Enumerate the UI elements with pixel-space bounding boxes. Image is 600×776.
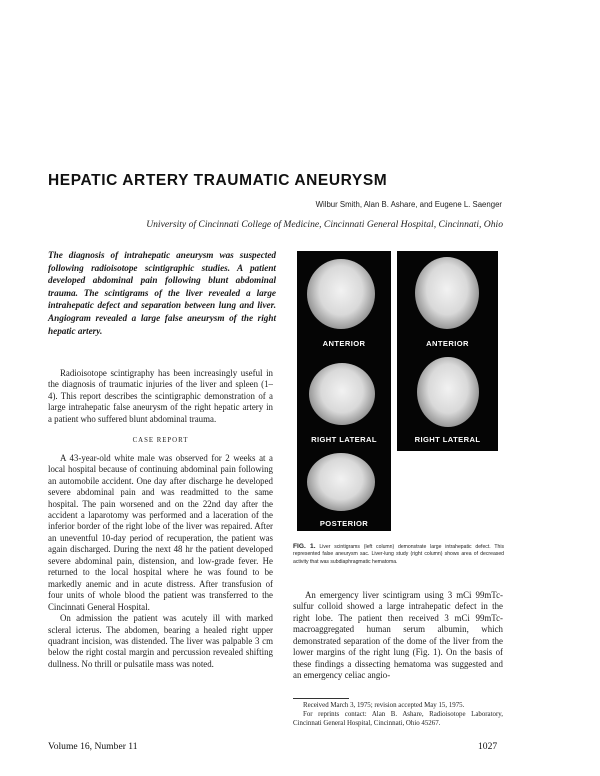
figure-caption bbox=[293, 543, 504, 566]
received-date-note: Received March 3, 1975; revision accepted May 15, 1975. bbox=[303, 702, 465, 709]
view-label-lung-liver-right-lateral: RIGHT LATERAL bbox=[414, 435, 481, 444]
liver-lung-scintigram-panel bbox=[397, 251, 498, 451]
scintigram-paragraph: An emergency liver scintigram using 3 mCi 99mTc-sulfur colloid showed a large intrahepatic defect in the right lobe. The patient then received 3 mCi 99mTc-macroaggregated human serum albumin, which demonstrated separation of the dome of the liver from the lower margins of the right lung (Fig. 1). On the basis of these findings a dissecting hematoma was suggested and an emergency celiac angio- bbox=[293, 590, 503, 681]
intro-paragraph: Radioisotope scintigraphy has been increasingly useful in the diagnosis of traumatic injuries of the liver and spleen (1–4). This report describes the scintigraphic demonstration of a large intrahepatic false aneurysm of the right hepatic artery in a patient who suffered blunt abdominal trauma. bbox=[48, 368, 273, 424]
article-title: HEPATIC ARTERY TRAUMATIC ANEURYSM bbox=[48, 172, 388, 189]
scan-image-right-lateral bbox=[309, 363, 375, 425]
view-label-posterior: POSTERIOR bbox=[319, 519, 369, 528]
right-column-body bbox=[293, 590, 503, 682]
reprints-note: For reprints contact: Alan B. Ashare, Radioisotope Laboratory, Cincinnati General Hospital, Cincinnati, Ohio 45267. bbox=[293, 711, 503, 727]
figure-1-scintigrams bbox=[292, 248, 500, 534]
section-heading-case-report: CASE REPORT bbox=[132, 437, 189, 445]
view-label-right-lateral: RIGHT LATERAL bbox=[311, 435, 377, 444]
footnote-divider bbox=[293, 698, 349, 699]
page-number: 1027 bbox=[478, 741, 498, 752]
left-column-body bbox=[48, 368, 273, 670]
scan-image-anterior bbox=[307, 259, 375, 329]
abstract: The diagnosis of intrahepatic aneurysm was suspected following radioisotope scintigraphic studies. A patient developed abdominal pain following blunt abdominal trauma. The scintigrams of the liver revealed a large intrahepatic defect and separation between lung and liver. Angiogram revealed a large false aneurysm of the right hepatic artery. bbox=[48, 250, 276, 336]
footnotes bbox=[293, 701, 503, 728]
author-list: Wilbur Smith, Alan B. Ashare, and Eugene L. Saenger bbox=[315, 200, 502, 209]
scan-image-lung-liver-anterior bbox=[415, 257, 479, 329]
journal-volume: Volume 16, Number 11 bbox=[48, 741, 138, 752]
scan-image-lung-liver-right-lateral bbox=[417, 357, 479, 427]
view-label-lung-liver-anterior: ANTERIOR bbox=[426, 339, 469, 348]
author-affiliation: University of Cincinnati College of Medicine, Cincinnati General Hospital, Cincinnati, Ohio bbox=[146, 219, 503, 230]
figure-caption-text: Liver scintigrams (left column) demonstrate large intrahepatic defect. This represented false aneurysm sac. Liver-lung study (right column) shows area of decreased activity that was subdiaphragmatic hematoma. bbox=[293, 544, 504, 565]
case-paragraph-1: A 43-year-old white male was observed for 2 weeks at a local hospital because of continuing abdominal pain following an automobile accident. One day after discharge he developed severe abdominal pain and was readmitted to the same hospital. The pain worsened and on the 22nd day after the accident a laparotomy was performed and a laceration of the inferior border of the right lobe of the liver was repaired. After an uneventful 10-day period of recuperation, the patient was again discharged. During the next 48 hr the patient developed severe abdominal pain, distension, and low-grade fever. He returned to the local hospital where he was found to be markedly anemic and in acute distress. After transfusion of four units of whole blood the patient was transferred to the Cincinnati General Hospital. bbox=[48, 452, 273, 612]
liver-scintigram-panel bbox=[297, 251, 391, 531]
figure-caption-label: FIG. 1. bbox=[293, 543, 316, 550]
scan-image-posterior bbox=[307, 453, 375, 511]
view-label-anterior: ANTERIOR bbox=[322, 339, 366, 348]
case-paragraph-2: On admission the patient was acutely ill with marked scleral icterus. The abdomen, bearing a healed right upper quadrant incision, was distended. The liver was palpable 3 cm below the right costal margin and percussion revealed shifting dullness. No thrill or pulsatile mass was noted. bbox=[48, 613, 273, 669]
